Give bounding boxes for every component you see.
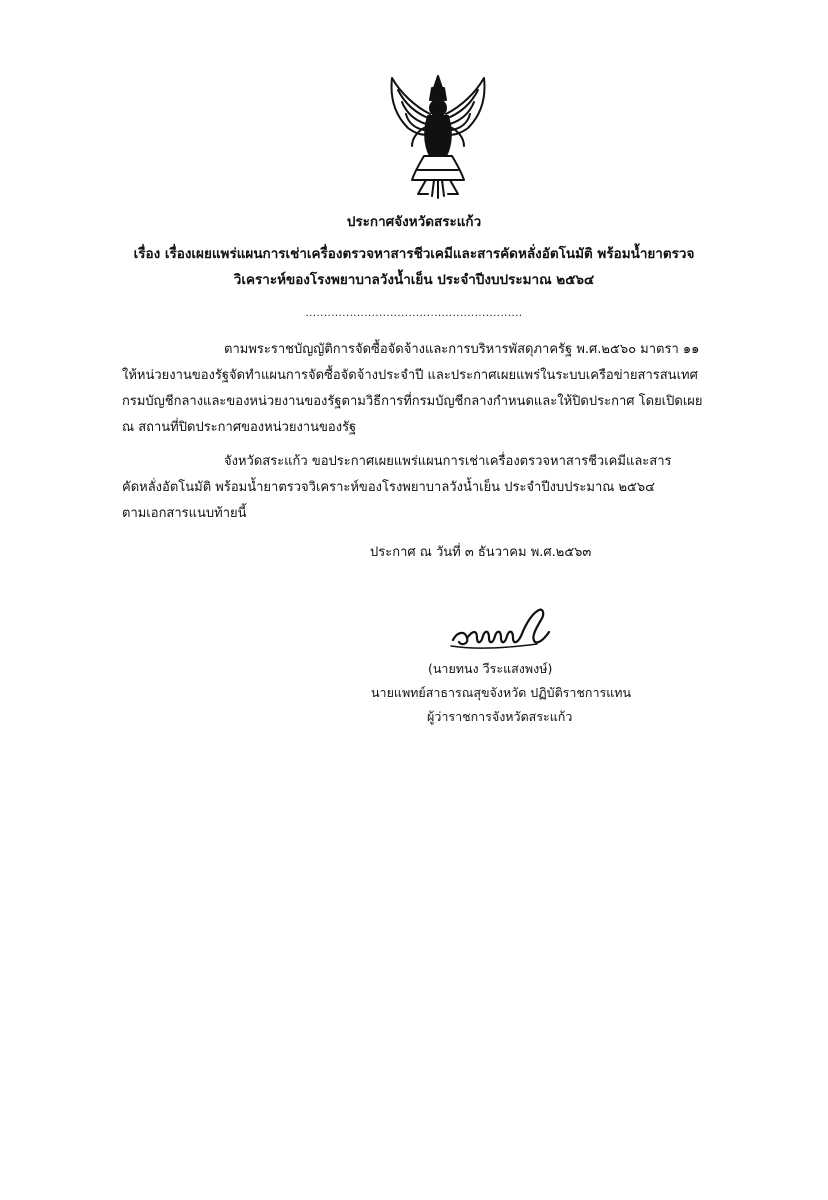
signer-position-1: นายแพทย์สาธารณสุขจังหวัด ปฏิบัติราชการแทน bbox=[371, 685, 632, 700]
paragraph-1-line: ตามพระราชบัญญัติการจัดซื้อจัดจ้างและการบริหารพัสดุภาครัฐ พ.ศ.๒๕๖๐ มาตรา ๑๑ bbox=[224, 342, 700, 357]
signer-name: (นายทนง วีระแสงพงษ์) bbox=[428, 661, 553, 676]
paragraph-1-line: ณ สถานที่ปิดประกาศของหน่วยงานของรัฐ bbox=[122, 420, 357, 435]
paragraph-2-line: คัดหลั่งอัตโนมัติ พร้อมน้ำยาตรวจวิเคราะห์ของโรงพยาบาลวังน้ำเย็น ประจำปีงบประมาณ ๒๕๖๔ bbox=[122, 480, 655, 495]
separator-dots: ........................................................... bbox=[305, 308, 523, 319]
announce-date: ประกาศ ณ วันที่ ๓ ธันวาคม พ.ศ.๒๕๖๓ bbox=[370, 545, 592, 560]
subject-line-1: เรื่อง เรื่องเผยแพร่แผนการเช่าเครื่องตรวจหาสารชีวเคมีและสารคัดหลั่งอัตโนมัติ พร้อมน้ำยาตรวจ bbox=[133, 246, 695, 262]
document-title: ประกาศจังหวัดสระแก้ว bbox=[346, 214, 482, 230]
garuda-emblem-icon bbox=[378, 70, 498, 200]
paragraph-1-line: กรมบัญชีกลางและของหน่วยงานของรัฐตามวิธีการที่กรมบัญชีกลางกำหนดและให้ปิดประกาศ โดยเปิดเผย bbox=[122, 394, 703, 409]
paragraph-2 bbox=[122, 449, 756, 527]
signer-position-2: ผู้ว่าราชการจังหวัดสระแก้ว bbox=[427, 709, 573, 724]
paragraph-2-line: ตามเอกสารแนบท้ายนี้ bbox=[122, 506, 247, 521]
handwritten-signature-icon bbox=[447, 604, 557, 656]
paragraph-1-line: ให้หน่วยงานของรัฐจัดทำแผนการจัดซื้อจัดจ้างประจำปี และประกาศเผยแพร่ในระบบเครือข่ายสารสนเทศ bbox=[122, 368, 698, 383]
subject-line-2: วิเคราะห์ของโรงพยาบาลวังน้ำเย็น ประจำปีงบประมาณ ๒๕๖๔ bbox=[233, 272, 595, 288]
paragraph-1 bbox=[122, 337, 756, 441]
paragraph-2-line: จังหวัดสระแก้ว ขอประกาศเผยแพร่แผนการเช่าเครื่องตรวจหาสารชีวเคมีและสาร bbox=[224, 454, 672, 469]
